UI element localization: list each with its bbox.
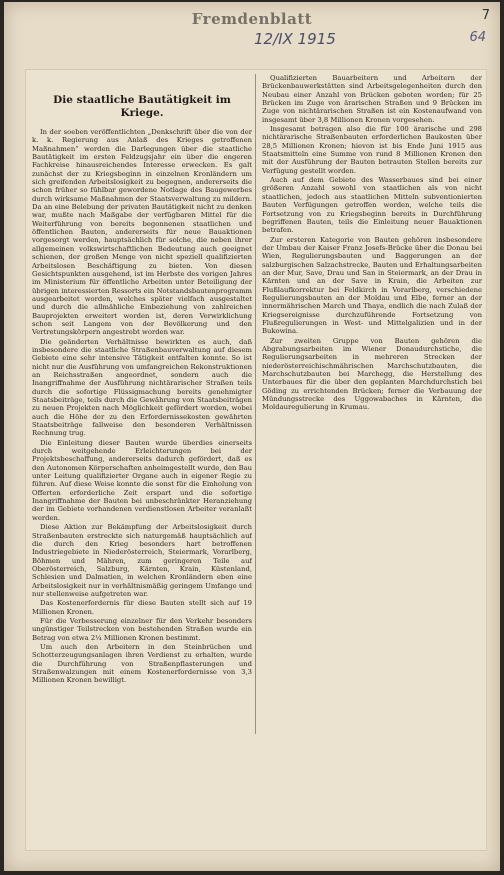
article-paragraph: Diese Aktion zur Bekämpfung der Arbeitslosigkeit durch Straßenbauten erstreckte sich naturgemäß hauptsächlich auf die durch den Krieg besonders hart betroffenen Industriegebiete in Niederösterreich, Steiermark, Vorarlberg, Böhmen und Mähren, zum geringeren Teile auf Oberösterreich, Salzburg, Kärnten, Krain, Küstenland, Schlesien und Dalmatien, in welchen Kronländern eben eine Arbeitslosigkeit nur in verhältnismäßig geringem Umfange und nur stellenweise aufgetreten war. [32, 523, 252, 598]
article-paragraph: Das Kostenerfordernis für diese Bauten stellt sich auf 19 Millionen Kronen. [32, 599, 252, 616]
article-right-column [262, 74, 482, 854]
newspaper-masthead: Fremdenblatt [191, 10, 313, 28]
column-divider [255, 74, 256, 734]
article-paragraph: Die geänderten Verhältnisse bewirkten es auch, daß insbesondere die staatliche Straßenbauverwaltung auf diesem Gebiete eine sehr intensive Tätigkeit entfalten konnte. So ist nicht nur die Ausführung von umfangreichen Rekonstruktionen an Reichsstraßen angeordnet, sondern auch die Inangriffnahme der Ausführung nichtärarischer Straßen teils durch die sofortige Flüssigmachung bereits genehmigter Staatsbeiträge, teils durch die Gewährung von Staatsbeiträgen zu neuen Projekten nach Möglichkeit gefördert worden, wobei auch die Höhe der zu den Erfordernissekosten gewährten Staatsbeiträge fallweise den besonderen Verhältnissen Rechnung trug. [32, 337, 252, 438]
newspaper-clipping [26, 70, 486, 850]
archive-sheet [4, 2, 500, 871]
article-paragraph: Um auch den Arbeitern in den Steinbrüchen und Schotterzeugungsanlagen ihren Verdienst zu erhalten, wurde die Durchführung von Straßenpflasterungen und Straßenwalzungen mit einem Kostenerfordernisse von 3,3 Millionen Kronen bewilligt. [32, 642, 252, 685]
article-paragraph: Qualifizierten Bauarbeitern und Arbeitern der Brückenbauwerkstätten sind Arbeitsgelegenheiten durch den Neubau einer Anzahl von Brücken geboten worden; für 25 Brücken im Zuge von ärarischen Straßen und 9 Brücken im Zuge von nichtärarischen Straßen ist ein Kostenaufwand von insgesamt über 3,8 Millionen Kronen vorgesehen. [262, 74, 482, 124]
article-paragraph: Insgesamt betragen also die für 100 ärarische und 298 nichtärarische Straßenbauten erforderlichen Baukosten über 28,5 Millionen Kronen; hievon ist bis Ende Juni 1915 aus Staatsmitteln eine Summe von rund 8 Millionen Kronen den mit der Ausführung der Bauten betrauten Stellen bereits zur Verfügung gestellt worden. [262, 125, 482, 175]
article-paragraph: Zur zweiten Gruppe von Bauten gehören die Abgrabungsarbeiten im Wiener Donaudurchstiche, die Regulierungsarbeiten in mehreren Strecken der niederösterreichischmährischen Marchschutzbauten, die Marchschutzbauten bei Marchegg, die Herstellung des Unterbaues für die über den geplanten Marchdurchstich bei Göding zu errichtenden Brücken; ferner die Verbauung der Mündungsstrecke des Uggowabaches in Kärnten, die Moldauregulierung in Krumau. [262, 336, 482, 412]
article-paragraph: Für die Verbesserung einzelner für den Verkehr besonders ungünstiger Teilstrecken von bestehenden Straßen wurde ein Betrag von etwa 2¼ Millionen Kronen bestimmt. [32, 616, 252, 642]
article-paragraph: Auch auf dem Gebiete des Wasserbaues sind bei einer größeren Anzahl sowohl von staatlichen als von nicht staatlichen, jedoch aus staatlichen Mitteln subventionierten Bauten Verfügungen getroffen worden, welche teils die Fortsetzung von zu Kriegsbeginn bereits in Durchführung begriffenen Bauten, teils die Einleitung neuer Bauaktionen betrafen. [262, 176, 482, 235]
handwritten-date: 12/IX 1915 [254, 30, 336, 48]
page-number: 7 [481, 8, 490, 23]
article-title: Die staatliche Bautätigkeit im Kriege. [53, 94, 231, 119]
article-paragraph: In der soeben veröffentlichten „Denkschrift über die von der k. k. Regierung aus Anlaß des Krieges getroffenen Maßnahmen“ werden die Darlegungen über die staatliche Bautätigkeit im ersten Feldzugsjahr ein über die engeren Fachkreise hinausreichendes Interesse erwecken. Es galt zunächst der zu Kriegsbeginn in einzelnen Kronländern um sich greifenden Arbeitslosigkeit zu begegnen, andererseits die schon früher so fühlbar gewordene Notlage des Baugewerbes durch wirksame Maßnahmen der Staatsverwaltung zu mildern. Da an eine Belebung der privaten Bautätigkeit nicht zu denken war, mußte nach Maßgabe der verfügbaren Mittel für die Weiterführung von bereits begonnenen staatlichen und öffentlichen Bauten, andererseits für neue Bauaktionen vorgesorgt werden, hauptsächlich für solche, die neben ihrer allgemeinen volkswirtschaftlichen Bedeutung auch geeignet schienen, der großen Menge von nicht speziell qualifizierten Arbeitslosen Beschäftigung zu bieten. Von diesen Gesichtspunkten ausgehend, ist im Herbste des vorigen Jahres im Ministerium für öffentliche Arbeiten unter Beteiligung der übrigen interessierten Ressorts ein Notstandsbautenprogramm ausgearbeitet worden, welches später vielfach ausgestaltet und durch die allmähliche Einbeziehung von zahlreichen Bauprojekten erweitert worden ist, deren Verwirklichung schon seit Langem von der Bevölkerung und den Vertretungskörpern angestrebt worden war. [32, 128, 252, 337]
article-paragraph: Die Einleitung dieser Bauten wurde überdies einerseits durch weitgehende Erleichterungen bei der Projektsbeschaffung, andererseits dadurch gefördert, daß es den Autonomen Körperschaften anheimgestellt wurde, den Bau unter Leitung qualifizierter Organe auch in eigener Regie zu führen. Auf diese Weise konnte die sonst für die Einholung von Offerten erforderliche Zeit erspart und die sofortige Inangriffnahme der Bauten bei unbeschränkter Heranziehung der im Gebiete vorhandenen verdienstlosen Arbeiter veranlaßt werden. [32, 438, 252, 522]
article-left-column [32, 74, 252, 854]
pencil-note: 64 [469, 30, 486, 45]
article-paragraph: Zur ersteren Kategorie von Bauten gehören insbesondere der Umbau der Kaiser Franz Josefs-Brücke über die Donau bei Wien, Regulierungsbauten und Baggerungen an der salzburgischen Salzachstrecke, Bauten und Erhaltungsarbeiten an der Mur, Save, Drau und San in Steiermark, an der Drau in Kärnten und an der Save in Krain, die Arbeiten zur Flußlaufkorrektur bei Feldkirch in Vorarlberg, verschiedene Regulierungsbauten an der Moldau und Elbe, ferner an der innermährischen March und Thaya, endlich die nach Zulaß der Kriegsereignisse durchzuführende Fortsetzung von Flußregulierungen in West- und Mittelgalizien und in der Bukowina. [262, 235, 482, 336]
